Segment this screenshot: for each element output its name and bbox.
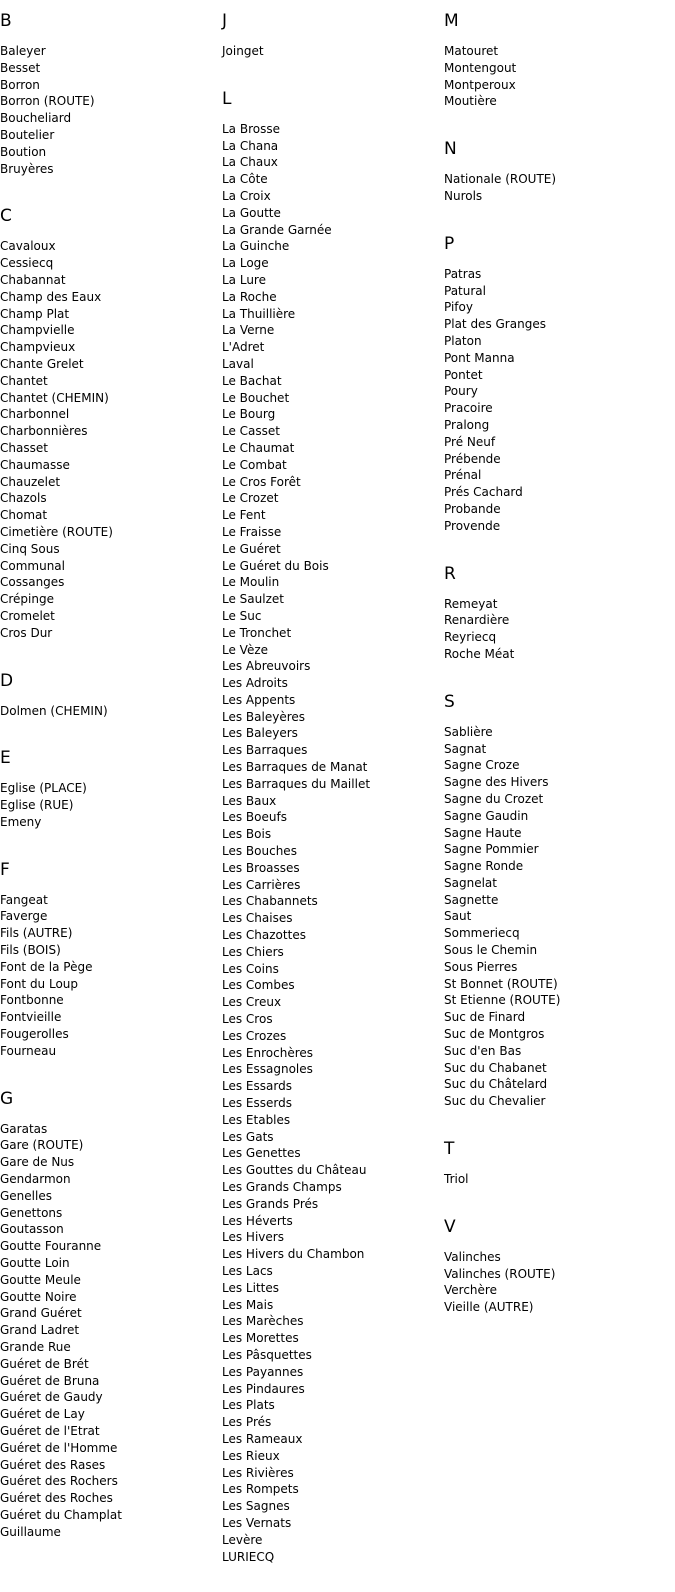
place-link[interactable]: Le Guéret	[222, 541, 281, 556]
letter-heading: R	[444, 563, 456, 584]
place-link[interactable]: Plat des Granges	[444, 317, 546, 332]
place-link[interactable]: Les Rivières	[222, 1465, 294, 1480]
place-link[interactable]: Eglise (PLACE)	[0, 781, 87, 796]
place-link[interactable]: L'Adret	[222, 340, 265, 355]
place-link[interactable]: Montengout	[444, 60, 517, 75]
place-link[interactable]: Provende	[444, 518, 501, 533]
place-link[interactable]: Probande	[444, 501, 501, 516]
place-link[interactable]: Gendarmon	[0, 1172, 71, 1187]
place-link[interactable]: La Côte	[222, 172, 268, 187]
place-link[interactable]: Les Broasses	[222, 860, 300, 875]
place-link[interactable]: Pralong	[444, 417, 490, 432]
place-link[interactable]: Platon	[444, 333, 482, 348]
place-link[interactable]: Le Fent	[222, 508, 266, 523]
place-link[interactable]: Chantet (CHEMIN)	[0, 390, 109, 405]
place-link[interactable]: Prés Cachard	[444, 485, 523, 500]
place-link[interactable]: Sagne des Hivers	[444, 775, 549, 790]
letter-heading: C	[0, 206, 12, 227]
place-link[interactable]: Guéret de Lay	[0, 1407, 85, 1422]
place-link[interactable]: Borron	[0, 77, 40, 92]
place-link[interactable]: Les Bouches	[222, 844, 297, 859]
place-link[interactable]: Nationale (ROUTE)	[444, 172, 557, 187]
place-link[interactable]: Cessiecq	[0, 256, 54, 271]
place-link[interactable]: Chauzelet	[0, 474, 61, 489]
place-link[interactable]: Cromelet	[0, 608, 55, 623]
place-link[interactable]: Emeny	[0, 814, 42, 829]
place-link[interactable]: Pontet	[444, 367, 483, 382]
letter-group-g	[0, 1087, 215, 1541]
place-link[interactable]: Les Grands Champs	[222, 1180, 342, 1194]
place-link[interactable]: Les Genettes	[222, 1146, 301, 1161]
place-link[interactable]: Fourneau	[0, 1043, 57, 1058]
place-link[interactable]: Sagne Gaudin	[444, 808, 529, 823]
place-link[interactable]: Guéret des Roches	[0, 1491, 113, 1506]
place-link[interactable]: Patural	[444, 283, 486, 298]
place-link[interactable]: Faverge	[0, 909, 48, 924]
index-column-3	[444, 9, 659, 1343]
place-link[interactable]: Sagnat	[444, 741, 487, 756]
place-link[interactable]: La Roche	[222, 289, 277, 304]
index-column-1	[0, 9, 215, 1568]
place-link[interactable]: Charbonnel	[0, 407, 70, 422]
place-link[interactable]: Renardière	[444, 613, 510, 628]
place-link[interactable]: Sablière	[444, 724, 493, 739]
place-link[interactable]: Genettons	[0, 1205, 63, 1220]
place-link[interactable]: Le Combat	[222, 457, 287, 472]
place-link[interactable]: Les Hivers	[222, 1230, 284, 1245]
letter-group-e	[0, 746, 215, 830]
place-link[interactable]: Suc de Finard	[444, 1010, 526, 1025]
place-link[interactable]: Goutte Meule	[0, 1272, 81, 1287]
place-link[interactable]: Cros Dur	[0, 625, 53, 640]
place-link[interactable]: Fougerolles	[0, 1027, 69, 1042]
place-link[interactable]: Guéret des Rases	[0, 1457, 106, 1472]
place-link[interactable]: Goutte Loin	[0, 1256, 70, 1271]
place-link[interactable]: Moutière	[444, 94, 497, 109]
place-link[interactable]: Les Pâsquettes	[222, 1347, 312, 1362]
place-link[interactable]: Le Crozet	[222, 491, 279, 506]
place-link[interactable]: Guéret du Champlat	[0, 1507, 122, 1522]
place-link[interactable]: Boucheliard	[0, 111, 72, 126]
place-link[interactable]: Chaumasse	[0, 457, 70, 472]
place-link[interactable]: Font de la Pège	[0, 959, 93, 974]
place-link[interactable]: Le Bouchet	[222, 390, 290, 405]
place-link[interactable]: Pifoy	[444, 300, 473, 315]
place-link[interactable]: La Thuillière	[222, 306, 296, 321]
place-link[interactable]: Levère	[222, 1532, 263, 1547]
place-link[interactable]: Pont Manna	[444, 350, 515, 365]
place-link[interactable]: Les Chazottes	[222, 928, 306, 943]
place-link[interactable]: Les Chaises	[222, 911, 293, 926]
place-link[interactable]: Sous le Chemin	[444, 943, 538, 958]
letter-heading: J	[222, 11, 228, 31]
place-link[interactable]: Chantet	[0, 373, 48, 388]
index-column-2	[222, 9, 437, 1592]
place-link[interactable]: La Chaux	[222, 155, 278, 170]
letter-heading: T	[444, 1139, 455, 1160]
letter-group-f	[0, 858, 215, 1060]
place-link[interactable]: La Verne	[222, 323, 275, 338]
letter-group-c	[0, 204, 215, 641]
place-link[interactable]: Guillaume	[0, 1524, 61, 1539]
place-link[interactable]: Les Essards	[222, 1079, 292, 1094]
place-link[interactable]: Laval	[222, 356, 254, 371]
place-link[interactable]: Les Sagnes	[222, 1499, 290, 1514]
place-link[interactable]: Fangeat	[0, 892, 48, 907]
place-link[interactable]: Patras	[444, 266, 482, 281]
place-link[interactable]: Les Littes	[222, 1280, 279, 1295]
place-link[interactable]: Les Enrochères	[222, 1045, 314, 1060]
place-link[interactable]: La Chana	[222, 138, 279, 153]
place-link[interactable]: Les Coins	[222, 961, 279, 976]
place-link[interactable]: Champ des Eaux	[0, 289, 102, 304]
place-link[interactable]: Montperoux	[444, 77, 516, 92]
place-link[interactable]: Le Bachat	[222, 373, 282, 388]
place-link[interactable]: Triol	[444, 1172, 469, 1187]
place-link[interactable]: Sous Pierres	[444, 959, 518, 974]
place-link[interactable]: Goutte Noire	[0, 1289, 77, 1304]
place-link[interactable]: Vieille (AUTRE)	[444, 1300, 534, 1315]
place-link[interactable]: Guéret de l'Homme	[0, 1440, 118, 1455]
place-link[interactable]: Les Carrières	[222, 877, 301, 892]
place-link[interactable]: Les Adroits	[222, 676, 288, 691]
place-link[interactable]: Eglise (RUE)	[0, 798, 74, 813]
place-link[interactable]: St Etienne (ROUTE)	[444, 993, 561, 1008]
letter-group-b	[0, 9, 215, 177]
letter-heading: B	[0, 11, 12, 31]
place-link[interactable]: Le Bourg	[222, 407, 276, 422]
place-link[interactable]: Le Guéret du Bois	[222, 558, 329, 573]
place-link[interactable]: Matouret	[444, 44, 499, 58]
place-link[interactable]: Sagne du Crozet	[444, 791, 544, 806]
letter-heading: M	[444, 11, 459, 31]
place-link[interactable]: Sommeriecq	[444, 926, 520, 941]
place-link[interactable]: Valinches (ROUTE)	[444, 1266, 556, 1281]
letter-group-n	[444, 137, 659, 205]
place-link[interactable]: Les Creux	[222, 995, 282, 1010]
place-link[interactable]: Le Chaumat	[222, 440, 295, 455]
letter-group-l	[222, 87, 437, 1566]
place-link[interactable]: Les Marèches	[222, 1314, 304, 1329]
place-link[interactable]: Les Barraques de Manat	[222, 760, 368, 775]
place-link[interactable]: Boutelier	[0, 127, 55, 142]
place-link[interactable]: La Grande Garnée	[222, 222, 332, 237]
place-link[interactable]: La Croix	[222, 188, 271, 203]
place-link[interactable]: Le Vèze	[222, 642, 269, 657]
place-link[interactable]: Les Payannes	[222, 1364, 304, 1379]
place-link[interactable]: Les Appents	[222, 692, 296, 707]
place-link[interactable]: Les Esserds	[222, 1096, 292, 1111]
place-link[interactable]: Sagnette	[444, 892, 499, 907]
place-link[interactable]: Le Suc	[222, 608, 262, 623]
place-link[interactable]: Crépinge	[0, 592, 54, 607]
place-link[interactable]: Fontvieille	[0, 1010, 62, 1025]
place-link[interactable]: Communal	[0, 558, 65, 573]
place-link[interactable]: LURIECQ	[222, 1549, 275, 1564]
place-link[interactable]: Les Cros	[222, 1012, 273, 1027]
place-link[interactable]: Les Plats	[222, 1398, 275, 1413]
place-link[interactable]: Borron (ROUTE)	[0, 94, 95, 109]
place-link[interactable]: La Loge	[222, 256, 269, 271]
place-link[interactable]: Joinget	[222, 44, 264, 58]
place-link[interactable]: Fils (AUTRE)	[0, 926, 73, 941]
place-link[interactable]: Les Prés	[222, 1415, 272, 1430]
place-link[interactable]: Les Gats	[222, 1129, 274, 1144]
place-link[interactable]: Suc d'en Bas	[444, 1043, 522, 1058]
place-link[interactable]: Les Morettes	[222, 1331, 299, 1346]
place-link[interactable]: Saut	[444, 909, 472, 924]
letter-group-m	[444, 9, 659, 110]
place-link[interactable]: Chazols	[0, 491, 47, 506]
place-link[interactable]: Grand Guéret	[0, 1306, 82, 1321]
place-link[interactable]: Les Vernats	[222, 1515, 292, 1530]
place-link[interactable]: Le Casset	[222, 424, 280, 439]
place-link[interactable]: Chasset	[0, 440, 48, 455]
place-link[interactable]: Grande Rue	[0, 1340, 71, 1355]
place-link[interactable]: Les Hivers du Chambon	[222, 1247, 365, 1262]
place-link[interactable]: Les Abreuvoirs	[222, 659, 311, 674]
place-link[interactable]: Guéret de Brét	[0, 1356, 89, 1371]
place-link[interactable]: Chomat	[0, 508, 48, 523]
place-link[interactable]: Les Mais	[222, 1297, 274, 1312]
letter-group-p	[444, 232, 659, 535]
place-link[interactable]: Verchère	[444, 1283, 497, 1298]
place-link[interactable]: Le Moulin	[222, 575, 280, 590]
place-link[interactable]: La Guinche	[222, 239, 290, 254]
place-link[interactable]: Les Essagnoles	[222, 1062, 313, 1077]
place-link[interactable]: Guéret de Bruna	[0, 1373, 100, 1388]
place-link[interactable]: Pracoire	[444, 401, 493, 416]
place-link[interactable]: Goutte Fouranne	[0, 1239, 102, 1254]
place-link[interactable]: Fils (BOIS)	[0, 943, 61, 958]
place-link[interactable]: Les Baleyères	[222, 709, 306, 724]
place-link[interactable]: Les Boeufs	[222, 810, 287, 825]
letter-group-j	[222, 9, 437, 60]
place-link[interactable]: Chabannat	[0, 272, 66, 287]
place-link[interactable]: Reyriecq	[444, 630, 497, 645]
place-link[interactable]: Suc du Chevalier	[444, 1094, 546, 1109]
place-link[interactable]: Champ Plat	[0, 306, 70, 321]
letter-heading: G	[0, 1088, 14, 1109]
place-link[interactable]: Les Héverts	[222, 1213, 293, 1228]
place-link[interactable]: Poury	[444, 384, 478, 399]
place-link[interactable]: Charbonnières	[0, 424, 88, 439]
place-link[interactable]: Le Fraisse	[222, 524, 282, 539]
place-link[interactable]: Le Saulzet	[222, 592, 284, 607]
place-link[interactable]: Suc du Chabanet	[444, 1060, 547, 1075]
place-link[interactable]: Gare de Nus	[0, 1155, 75, 1170]
place-link[interactable]: Les Chiers	[222, 944, 284, 959]
place-link[interactable]: Cavaloux	[0, 239, 56, 254]
place-link[interactable]: Sagne Croze	[444, 758, 520, 773]
place-link[interactable]: Garatas	[0, 1121, 48, 1136]
place-link[interactable]: Prébende	[444, 451, 501, 466]
place-link[interactable]: Les Crozes	[222, 1028, 287, 1043]
place-link[interactable]: Suc du Châtelard	[444, 1077, 548, 1092]
place-link[interactable]: Les Chabannets	[222, 894, 318, 909]
place-link[interactable]: Les Rompets	[222, 1482, 299, 1497]
place-link[interactable]: Sagnelat	[444, 875, 497, 890]
place-link[interactable]: Roche Méat	[444, 646, 515, 661]
place-link[interactable]: Suc de Montgros	[444, 1027, 545, 1042]
place-link[interactable]: Fontbonne	[0, 993, 64, 1008]
place-link[interactable]: Boution	[0, 144, 47, 159]
place-link[interactable]: Les Baleyers	[222, 726, 298, 741]
place-link[interactable]: Guéret de l'Etrat	[0, 1424, 100, 1438]
place-link[interactable]: Les Barraques	[222, 743, 308, 758]
letter-group-r	[444, 562, 659, 663]
place-link[interactable]: Les Rieux	[222, 1448, 280, 1463]
place-link[interactable]: Genelles	[0, 1188, 52, 1203]
place-link[interactable]: Dolmen (CHEMIN)	[0, 703, 108, 718]
letter-group-v	[444, 1215, 659, 1316]
place-link[interactable]: Le Cros Forêt	[222, 474, 301, 489]
letter-heading: V	[444, 1216, 456, 1237]
place-link[interactable]: Champvielle	[0, 323, 75, 338]
place-link[interactable]: Chante Grelet	[0, 356, 84, 371]
letter-group-s	[444, 690, 659, 1110]
place-link[interactable]: La Brosse	[222, 121, 280, 136]
place-link[interactable]: Les Etables	[222, 1112, 291, 1127]
place-link[interactable]: Sagne Ronde	[444, 859, 524, 874]
letter-heading: E	[0, 748, 11, 769]
place-link[interactable]: Besset	[0, 60, 41, 75]
place-link[interactable]: Font du Loup	[0, 976, 79, 991]
letter-heading: P	[444, 233, 455, 254]
place-link[interactable]: Cossanges	[0, 575, 65, 590]
place-link[interactable]: St Bonnet (ROUTE)	[444, 976, 558, 991]
place-link[interactable]: Les Rameaux	[222, 1431, 303, 1446]
place-link[interactable]: Valinches	[444, 1249, 501, 1264]
place-link[interactable]: Bruyères	[0, 161, 54, 176]
place-link[interactable]: Les Grands Prés	[222, 1196, 319, 1211]
letter-heading: S	[444, 691, 455, 712]
place-link[interactable]: Les Pindaures	[222, 1381, 305, 1396]
place-link[interactable]: Les Bois	[222, 827, 272, 842]
place-link[interactable]: Pré Neuf	[444, 434, 496, 449]
place-link[interactable]: Sagne Haute	[444, 825, 522, 840]
place-link[interactable]: Cinq Sous	[0, 541, 60, 556]
place-link[interactable]: Nurols	[444, 188, 483, 203]
place-link[interactable]: Cimetière (ROUTE)	[0, 524, 113, 539]
letter-group-d	[0, 669, 215, 720]
place-link[interactable]: Champvieux	[0, 340, 76, 355]
place-link[interactable]: Le Tronchet	[222, 625, 292, 640]
letter-heading: F	[0, 859, 10, 880]
place-link[interactable]: Sagne Pommier	[444, 842, 539, 857]
place-link[interactable]: Goutasson	[0, 1222, 64, 1237]
place-link[interactable]: Les Baux	[222, 793, 277, 808]
letter-group-t	[444, 1137, 659, 1188]
place-link[interactable]: La Lure	[222, 272, 266, 287]
place-link[interactable]: Grand Ladret	[0, 1323, 80, 1338]
place-link[interactable]: Les Gouttes du Château	[222, 1163, 367, 1178]
letter-heading: N	[444, 139, 457, 160]
place-link[interactable]: Prénal	[444, 468, 482, 483]
place-link[interactable]: Baleyer	[0, 44, 46, 58]
letter-heading: L	[222, 88, 232, 109]
place-link[interactable]: La Goutte	[222, 205, 281, 220]
letter-heading: D	[0, 670, 14, 691]
place-link[interactable]: Les Combes	[222, 978, 295, 993]
place-link[interactable]: Remeyat	[444, 596, 498, 611]
place-link[interactable]: Gare (ROUTE)	[0, 1138, 84, 1153]
place-link[interactable]: Guéret des Rochers	[0, 1474, 118, 1489]
place-link[interactable]: Guéret de Gaudy	[0, 1390, 103, 1405]
place-link[interactable]: Les Lacs	[222, 1263, 273, 1278]
place-link[interactable]: Les Barraques du Maillet	[222, 776, 371, 791]
